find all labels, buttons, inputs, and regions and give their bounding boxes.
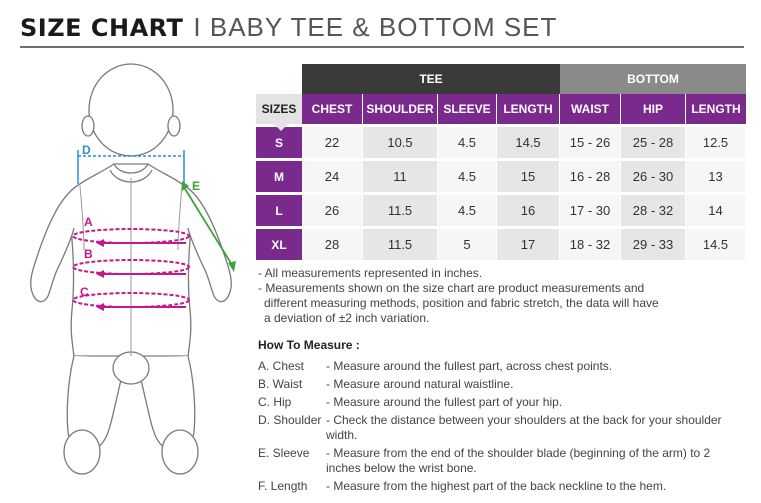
table-cell: 16 - 28 [560,158,621,192]
how-item-label: F. Length [258,479,308,493]
measurement-notes [258,266,728,326]
size-label: L [256,192,302,226]
how-item-desc: - Measure around natural waistline. [326,377,514,391]
label-e: E [192,179,201,193]
table-cell: 29 - 33 [621,226,686,260]
size-label: XL [256,226,302,260]
how-item-label: E. Sleeve [258,446,310,460]
how-item-desc: - Check the distance between your shoulders at the back for your shoulder width. [326,413,722,442]
how-item-label: D. Shoulder [258,413,322,427]
table-cell: 28 - 32 [621,192,686,226]
how-item-chest [258,359,748,374]
how-item-waist [258,377,748,392]
table-cell: 18 - 32 [560,226,621,260]
table-cell: 17 - 30 [560,192,621,226]
baby-figure-illustration [10,60,260,500]
table-row [256,158,746,192]
table-cell: 11 [363,158,438,192]
col-header-bottom-length: LENGTH [686,94,746,124]
col-header-tee-length: LENGTH [497,94,560,124]
table-cell: 15 [497,158,560,192]
table-cell: 22 [302,124,363,158]
table-cell: 4.5 [438,192,497,226]
label-a: A [84,215,93,229]
col-header-sleeve: SLEEVE [438,94,497,124]
table-cell: 15 - 26 [560,124,621,158]
table-cell: 14 [686,192,746,226]
figure-head [89,64,173,156]
group-header-tee: TEE [302,64,560,94]
label-d: D [82,143,91,157]
how-to-measure [258,338,748,497]
label-c: C [80,285,89,299]
how-item-shoulder [258,413,748,443]
table-cell: 4.5 [438,158,497,192]
note-line: - All measurements represented in inches. [258,266,483,280]
table-cell: 11.5 [363,226,438,260]
title-sub: I BABY TEE & BOTTOM SET [193,12,558,42]
note-line: - Measurements shown on the size chart are product measurements and [258,281,645,295]
table-cell: 26 - 30 [621,158,686,192]
label-b: B [84,247,93,261]
table-row [256,226,746,260]
table-cell: 5 [438,226,497,260]
col-header-hip: HIP [621,94,686,124]
size-label: S [256,124,302,158]
table-cell: 16 [497,192,560,226]
how-item-desc: - Measure from the end of the shoulder blade (beginning of the arm) to 2 inches below the wrist bone. [326,446,711,475]
table-cell: 4.5 [438,124,497,158]
how-item-desc: - Measure from the highest part of the back neckline to the hem. [326,479,667,493]
note-line: different measuring methods, position and fabric stretch, the data will have [264,296,659,310]
table-cell: 10.5 [363,124,438,158]
size-label: M [256,158,302,192]
table-cell: 14.5 [686,226,746,260]
how-item-label: B. Waist [258,377,303,391]
col-header-shoulder: SHOULDER [363,94,438,124]
how-item-label: C. Hip [258,395,292,409]
how-item-desc: - Measure around the fullest part, across chest points. [326,359,613,373]
how-to-measure-title: How To Measure : [258,338,360,352]
col-header-waist: WAIST [560,94,621,124]
table-cell: 26 [302,192,363,226]
chart-title [20,12,557,43]
table-cell: 24 [302,158,363,192]
sizes-header: SIZES [256,94,302,124]
title-divider [20,46,744,48]
table-cell: 12.5 [686,124,746,158]
group-header-bottom: BOTTOM [560,64,746,94]
table-cell: 28 [302,226,363,260]
how-item-sleeve [258,446,748,476]
note-line: a deviation of ±2 inch variation. [264,311,430,325]
table-row [256,124,746,158]
how-item-label: A. Chest [258,359,305,373]
table-cell: 11.5 [363,192,438,226]
table-cell: 13 [686,158,746,192]
size-table [256,64,746,260]
how-item-hip [258,395,748,410]
table-cell: 14.5 [497,124,560,158]
table-cell: 25 - 28 [621,124,686,158]
how-item-desc: - Measure around the fullest part of your hip. [326,395,563,409]
table-row [256,192,746,226]
table-cell: 17 [497,226,560,260]
title-main: SIZE CHART [20,14,184,42]
col-header-chest: CHEST [302,94,363,124]
how-item-length [258,479,748,494]
